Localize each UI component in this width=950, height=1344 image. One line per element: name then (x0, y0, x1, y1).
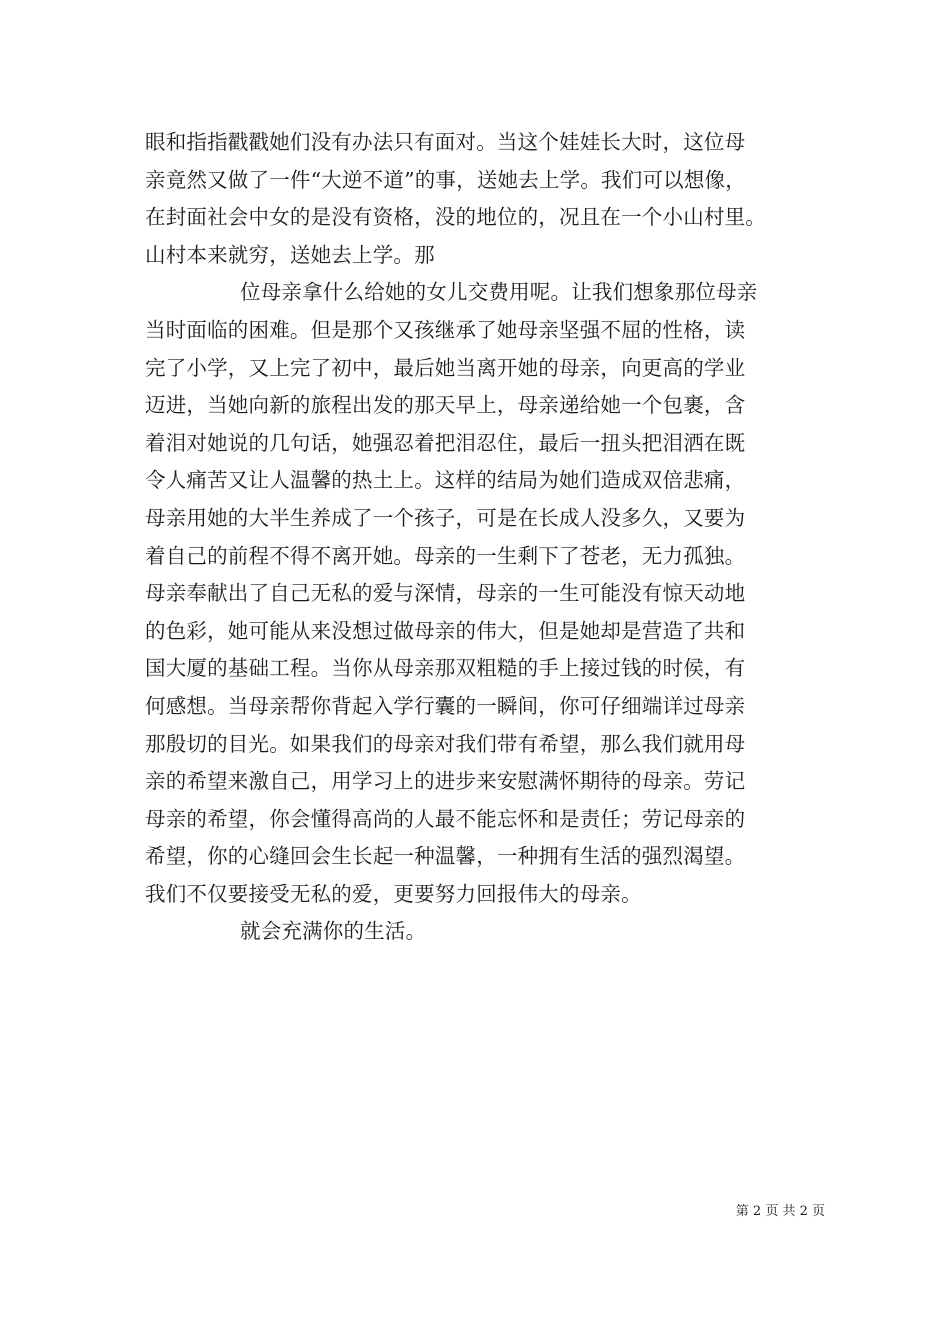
text-line: 何感想。当母亲帮你背起入学行囊的一瞬间，你可仔细端详过母亲 (145, 693, 746, 718)
text-line: 山村本来就穷，送她去上学。那 (145, 242, 435, 267)
text-line: 当时面临的困难。但是那个又孩继承了她母亲坚强不屈的性格，读 (145, 317, 746, 342)
text-line: 在封面社会中女的是没有资格，没的地位的，况且在一个小山村里。 (145, 205, 766, 230)
text-line: 着泪对她说的几句话，她强忍着把泪忍住，最后一扭头把泪洒在既 (145, 430, 746, 455)
body-text (145, 124, 825, 951)
text-line: 令人痛苦又让人温馨的热土上。这样的结局为她们造成双倍悲痛， (145, 468, 746, 493)
text-line: 着自己的前程不得不离开她。母亲的一生剩下了苍老，无力孤独。 (145, 543, 746, 568)
text-line: 国大厦的基础工程。当你从母亲那双粗糙的手上接过钱的时侯，有 (145, 656, 746, 681)
text-line: 的色彩，她可能从来没想过做母亲的伟大，但是她却是营造了共和 (145, 618, 746, 643)
page-number-footer: 第 2 页 共 2 页 (735, 1204, 825, 1219)
text-line: 亲竟然又做了一件“大逆不道”的事，送她去上学。我们可以想像， (145, 167, 746, 192)
text-line: 完了小学，又上完了初中，最后她当离开她的母亲，向更高的学业 (145, 355, 746, 380)
text-line: 亲的希望来激自己，用学习上的进步来安慰满怀期待的母亲。劳记 (145, 769, 746, 794)
text-line: 那殷切的目光。如果我们的母亲对我们带有希望，那么我们就用母 (145, 731, 746, 756)
text-line: 我们不仅要接受无私的爱，更要努力回报伟大的母亲。 (145, 881, 642, 906)
text-line: 迈进，当她向新的旅程出发的那天早上，母亲递给她一个包裹，含 (145, 393, 746, 418)
text-line: 母亲的希望，你会懂得高尚的人最不能忘怀和是责任；劳记母亲的 (145, 806, 746, 831)
text-line: 母亲用她的大半生养成了一个孩子，可是在长成人没多久，又要为 (145, 505, 746, 530)
text-line: 希望，你的心缝回会生长起一种温馨，一种拥有生活的强烈渴望。 (145, 844, 746, 869)
text-line: 眼和指指戳戳她们没有办法只有面对。当这个娃娃长大时，这位母 (145, 130, 746, 154)
text-line: 母亲奉献出了自己无私的爱与深情，母亲的一生可能没有惊天动地 (145, 581, 746, 606)
text-line: 就会充满你的生活。 (240, 919, 427, 944)
text-line: 位母亲拿什么给她的女儿交费用呢。让我们想象那位母亲 (240, 280, 758, 305)
